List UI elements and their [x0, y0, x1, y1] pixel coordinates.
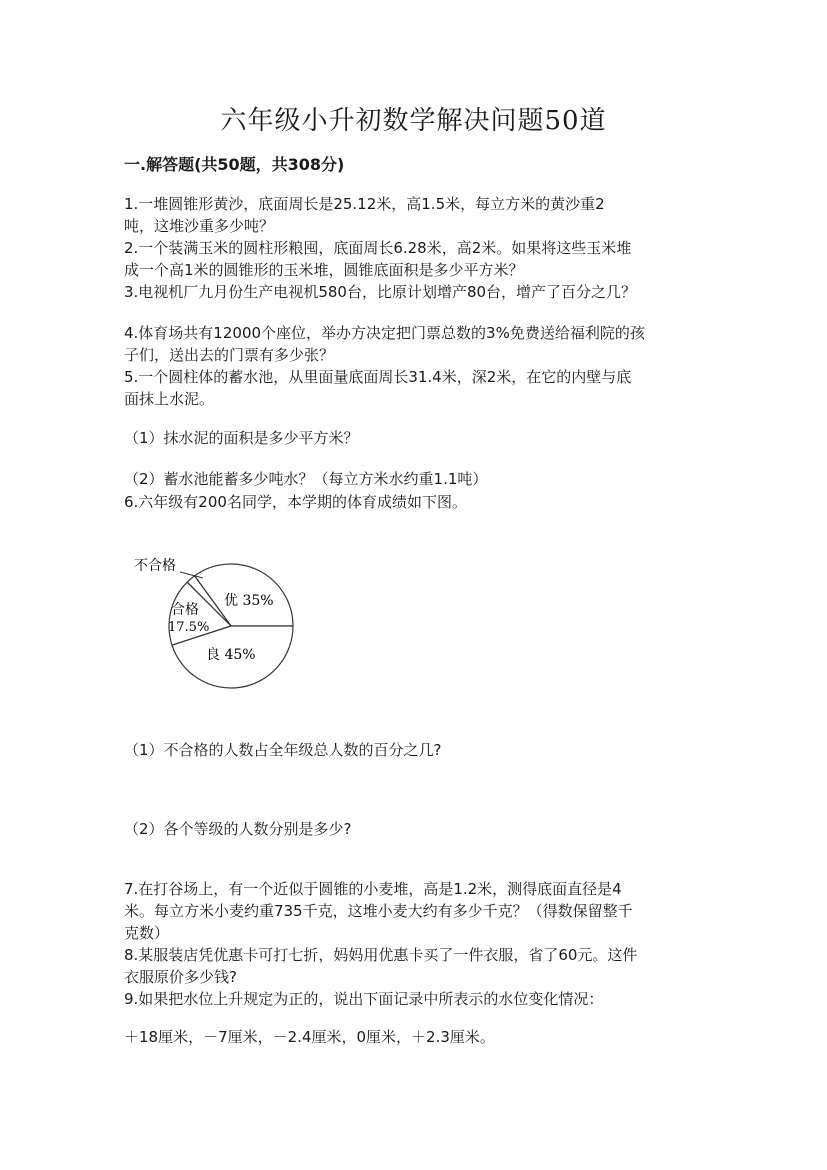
question-line: 衣服原价多少钱? — [124, 968, 237, 986]
question-line: 吨，这堆沙重多少吨？ — [124, 217, 275, 235]
pie-label-good: 良 45% — [206, 647, 256, 663]
sub-question: （1）不合格的人数占全年级总人数的百分之几? — [124, 741, 442, 759]
question-line: 7.在打谷场上，有一个近似于圆锥的小麦堆，高是1.2米，测得底面直径是4 — [124, 880, 622, 898]
section-heading: 一.解答题(共50题，共308分) — [124, 155, 345, 174]
question-line: 6.六年级有200名同学，本学期的体育成绩如下图。 — [124, 493, 467, 511]
question-line: 1.一堆圆锥形黄沙，底面周长是25.12米，高1.5米，每立方米的黄沙重2 — [124, 195, 605, 213]
question-line: ＋18厘米，－7厘米，－2.4厘米，0厘米，＋2.3厘米。 — [124, 1028, 495, 1046]
question-line: 面抹上水泥。 — [124, 390, 215, 408]
grade-pie-chart — [124, 548, 304, 698]
question-line: 2.一个装满玉米的圆柱形粮囤，底面周长6.28米，高2米。如果将这些玉米堆 — [124, 239, 632, 257]
question-line: 8.某服装店凭优惠卡可打七折，妈妈用优惠卡买了一件衣服，省了60元。这件 — [124, 946, 638, 964]
sub-question: （2）蓄水池能蓄多少吨水？（每立方米水约重1.1吨） — [124, 470, 488, 488]
question-line: 成一个高1米的圆锥形的玉米堆，圆锥底面积是多少平方米？ — [124, 261, 524, 279]
question-line: 3.电视机厂九月份生产电视机580台，比原计划增产80台，增产了百分之几？ — [124, 283, 637, 301]
pie-label-pass: 合格 — [171, 602, 199, 618]
page-title: 六年级小升初数学解决问题50道 — [220, 106, 607, 136]
question-line: 9.如果把水位上升规定为正的，说出下面记录中所表示的水位变化情况： — [124, 990, 604, 1008]
question-line: 克数） — [124, 924, 170, 942]
question-line: 5.一个圆柱体的蓄水池，从里面量底面周长31.4米，深2米，在它的内壁与底 — [124, 368, 632, 386]
question-line: 子们，送出去的门票有多少张？ — [124, 346, 335, 364]
pie-label-fail: 不合格 — [134, 558, 176, 574]
question-line: 米。每立方米小麦约重735千克，这堆小麦大约有多少千克？（得数保留整千 — [124, 902, 633, 920]
pie-label-pass-percent: 17.5% — [168, 620, 210, 635]
sub-question: （1）抹水泥的面积是多少平方米？ — [124, 429, 359, 447]
question-line: 4.体育场共有12000个座位，举办方决定把门票总数的3%免费送给福利院的孩 — [124, 324, 645, 342]
sub-question: （2）各个等级的人数分别是多少? — [124, 820, 352, 838]
pie-label-excellent: 优 35% — [224, 593, 274, 609]
